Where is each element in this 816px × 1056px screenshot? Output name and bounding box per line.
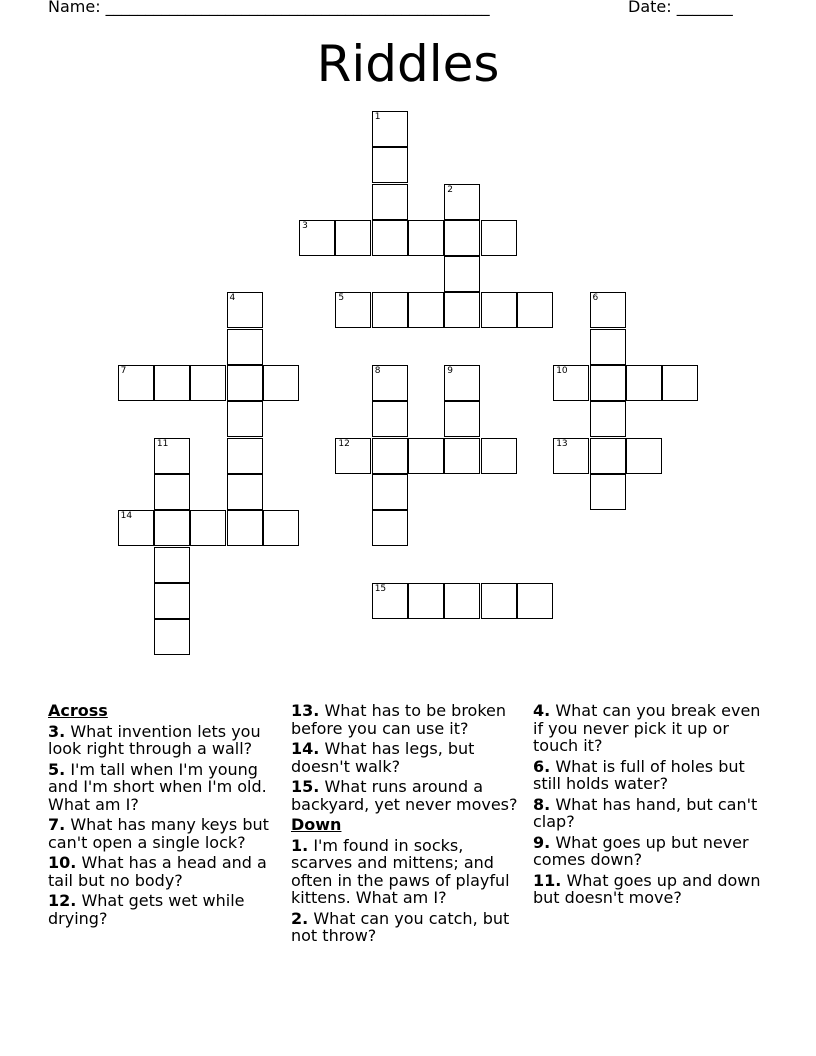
clue-down-11 [533, 872, 773, 907]
clue-number: 11. [533, 870, 562, 890]
grid-cell[interactable] [118, 510, 154, 546]
grid-cell[interactable] [335, 220, 371, 256]
grid-cell[interactable] [372, 220, 408, 256]
clue-across-5 [48, 761, 286, 814]
clue-text: What can you catch, but not throw? [291, 908, 510, 945]
clue-number: 4. [533, 701, 551, 720]
clue-number: 7. [48, 815, 66, 834]
clues-column-1 [48, 702, 286, 930]
grid-cell[interactable] [299, 220, 335, 256]
grid-cell[interactable] [662, 365, 698, 401]
grid-cell[interactable] [154, 438, 190, 474]
cell-number: 10 [556, 366, 568, 376]
clue-across-14 [291, 740, 527, 775]
grid-cell[interactable] [372, 365, 408, 401]
grid-cell[interactable] [335, 438, 371, 474]
clue-across-13 [291, 702, 527, 737]
clue-number: 2. [291, 908, 309, 928]
clue-across-3 [48, 723, 286, 758]
clue-text: What goes up but never comes down? [533, 832, 749, 869]
clue-down-2 [291, 910, 527, 945]
clue-down-4 [533, 702, 773, 755]
grid-cell[interactable] [444, 438, 480, 474]
grid-cell[interactable] [590, 474, 626, 510]
grid-cell[interactable] [227, 474, 263, 510]
page-title: Riddles [316, 35, 500, 93]
across-heading: Across [48, 701, 108, 720]
clue-number: 13. [291, 701, 320, 720]
grid-cell[interactable] [481, 583, 517, 619]
clue-text: What can you break even if you never pick it up or touch it? [533, 701, 761, 755]
clue-text: What has a head and a tail but no body? [48, 853, 267, 890]
cell-number: 1 [374, 111, 381, 122]
grid-cell[interactable] [154, 583, 190, 619]
clue-down-8 [533, 796, 773, 831]
grid-cell[interactable] [154, 474, 190, 510]
grid-cell[interactable] [190, 510, 226, 546]
grid-cell[interactable] [408, 583, 444, 619]
cell-number: 14 [120, 511, 133, 522]
grid-cell[interactable] [481, 292, 517, 328]
clue-text: What has legs, but doesn't walk? [291, 739, 475, 776]
grid-cell[interactable] [227, 329, 263, 365]
grid-cell[interactable] [372, 401, 408, 437]
grid-cell[interactable] [590, 329, 626, 365]
cell-number: 2 [447, 184, 454, 195]
grid-cell[interactable] [481, 438, 517, 474]
clue-text: I'm found in socks, scarves and mittens; and often in the paws of playful kittens. What am I? [291, 835, 510, 907]
clue-text: What invention lets you look right through a wall? [48, 721, 261, 758]
cell-number: 9 [447, 366, 454, 376]
clue-text: What runs around a backyard, yet never moves? [291, 777, 518, 814]
clue-across-10 [48, 854, 286, 889]
date-field[interactable]: Date: _______ [628, 0, 733, 16]
grid-cell[interactable] [444, 365, 480, 401]
grid-cell[interactable] [190, 365, 226, 401]
clue-number: 15. [291, 777, 320, 796]
grid-cell[interactable] [372, 292, 408, 328]
cell-number: 6 [592, 293, 599, 304]
grid-cell[interactable] [444, 401, 480, 437]
clue-across-12 [48, 892, 286, 927]
clue-across-7 [48, 816, 286, 851]
clue-number: 6. [533, 756, 551, 776]
grid-cell[interactable] [118, 365, 154, 401]
grid-cell[interactable] [227, 401, 263, 437]
clue-number: 8. [533, 794, 551, 814]
grid-cell[interactable] [553, 438, 589, 474]
grid-cell[interactable] [372, 510, 408, 546]
cell-number: 5 [338, 293, 345, 304]
grid-cell[interactable] [372, 583, 408, 619]
clue-down-9 [533, 834, 773, 869]
cell-number: 7 [120, 366, 127, 376]
grid-cell[interactable] [372, 111, 408, 147]
clue-down-6 [533, 758, 773, 793]
grid-cell[interactable] [481, 220, 517, 256]
clue-number: 1. [291, 835, 309, 855]
grid-cell[interactable] [408, 292, 444, 328]
grid-cell[interactable] [444, 220, 480, 256]
clue-number: 12. [48, 891, 77, 910]
grid-cell[interactable] [372, 184, 408, 220]
grid-cell[interactable] [444, 256, 480, 292]
grid-cell[interactable] [590, 438, 626, 474]
grid-cell[interactable] [227, 438, 263, 474]
grid-cell[interactable] [590, 401, 626, 437]
grid-cell[interactable] [590, 365, 626, 401]
clue-number: 5. [48, 759, 66, 779]
grid-cell[interactable] [227, 365, 263, 401]
cell-number: 11 [156, 438, 169, 449]
clue-text: What gets wet while drying? [48, 891, 245, 928]
clue-text: What has hand, but can't clap? [533, 794, 758, 831]
clue-text: What has many keys but can't open a single lock? [48, 815, 269, 852]
clue-text: What goes up and down but doesn't move? [533, 870, 761, 907]
cell-number: 12 [338, 438, 350, 449]
grid-cell[interactable] [444, 292, 480, 328]
grid-cell[interactable] [154, 547, 190, 583]
clue-down-1 [291, 837, 527, 907]
name-field[interactable]: Name: ________________________________________________ [48, 0, 490, 16]
grid-cell[interactable] [408, 220, 444, 256]
cell-number: 8 [374, 366, 381, 376]
grid-cell[interactable] [154, 510, 190, 546]
grid-cell[interactable] [154, 619, 190, 655]
grid-cell[interactable] [372, 438, 408, 474]
clue-text: I'm tall when I'm young and I'm short when I'm old. What am I? [48, 759, 267, 814]
clues-column-3 [533, 702, 773, 910]
down-heading: Down [291, 815, 342, 834]
grid-cell[interactable] [517, 583, 553, 619]
grid-cell[interactable] [263, 365, 299, 401]
cell-number: 13 [556, 438, 568, 449]
grid-cell[interactable] [517, 292, 553, 328]
grid-cell[interactable] [626, 365, 662, 401]
grid-cell[interactable] [227, 292, 263, 328]
grid-cell[interactable] [444, 184, 480, 220]
grid-cell[interactable] [626, 438, 662, 474]
clue-text: What is full of holes but still holds water? [533, 756, 745, 793]
clues-column-2 [291, 702, 527, 948]
cell-number: 4 [229, 293, 236, 304]
grid-cell[interactable] [372, 147, 408, 183]
cell-number: 15 [374, 583, 387, 594]
clue-number: 9. [533, 832, 551, 852]
cell-number: 3 [302, 220, 308, 231]
grid-cell[interactable] [590, 292, 626, 328]
grid-cell[interactable] [227, 510, 263, 546]
grid-cell[interactable] [553, 365, 589, 401]
grid-cell[interactable] [154, 365, 190, 401]
clue-text: What has to be broken before you can use it? [291, 701, 507, 738]
grid-cell[interactable] [263, 510, 299, 546]
clue-number: 3. [48, 721, 66, 741]
grid-cell[interactable] [372, 474, 408, 510]
grid-cell[interactable] [335, 292, 371, 328]
grid-cell[interactable] [444, 583, 480, 619]
clue-number: 14. [291, 739, 320, 758]
clue-number: 10. [48, 853, 77, 872]
grid-cell[interactable] [408, 438, 444, 474]
clue-across-15 [291, 778, 527, 813]
